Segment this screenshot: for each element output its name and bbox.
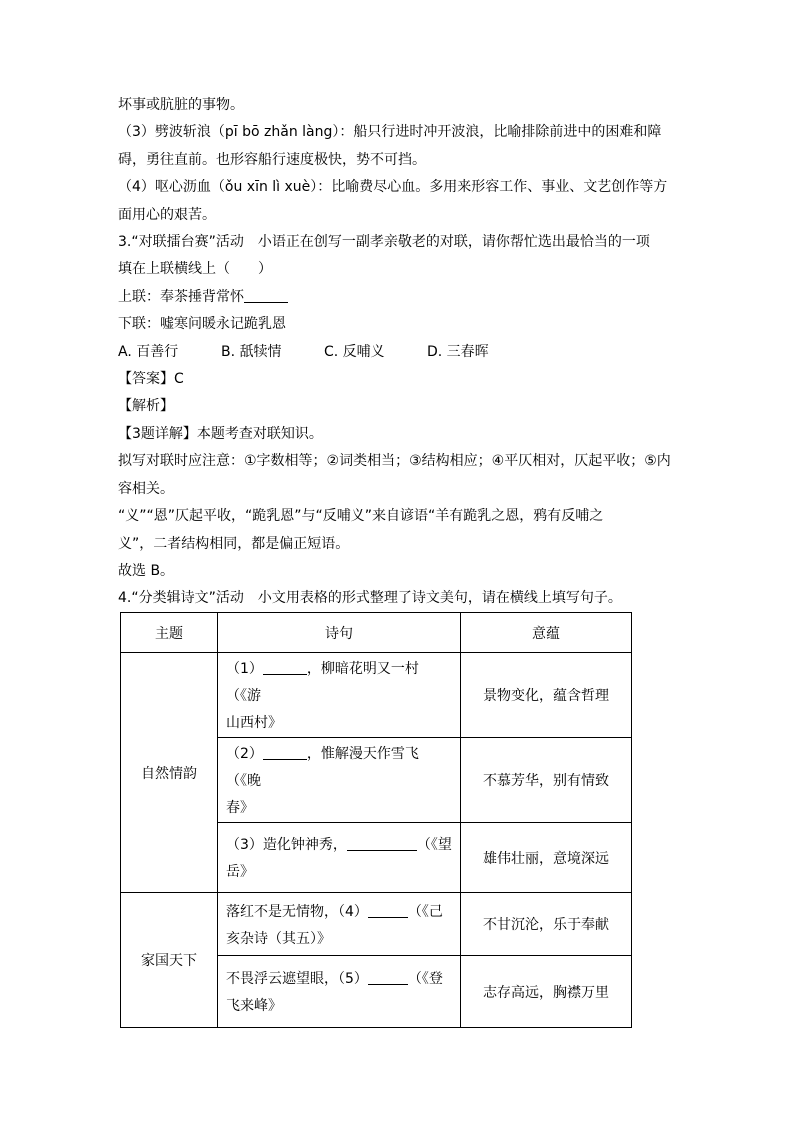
theme-cell: 自然情韵 [121, 653, 218, 893]
poem-cell: （2） ，惟解漫天作雪飞（《晚 春》 [218, 738, 461, 823]
poetry-table [120, 612, 632, 1028]
fill-blank [368, 969, 408, 985]
poem-cell: 不畏浮云遮望眼，（5） （《登 飞来峰》 [218, 956, 461, 1028]
answer: 【答案】C [118, 371, 184, 388]
text-line: “义”“恩”仄起平收，“跪乳恩”与“反哺义”来自谚语“羊有跪乳之恩，鸦有反哺之 [118, 508, 604, 525]
meaning-cell: 不慕芳华，别有情致 [461, 738, 632, 823]
poem-cell: （3）造化钟神秀， （《望 岳》 [218, 823, 461, 893]
header-poem: 诗句 [218, 613, 461, 653]
text-line: 拟写对联时应注意：①字数相等；②词类相当；③结构相应；④平仄相对，仄起平收；⑤内 [118, 453, 671, 470]
theme-cell: 家国天下 [121, 893, 218, 1028]
table-row [121, 653, 632, 738]
text-line: 面用心的艰苦。 [118, 206, 216, 223]
meaning-cell: 志存高远，胸襟万里 [461, 956, 632, 1028]
text-line: 容相关。 [118, 480, 174, 497]
couplet-upper [118, 284, 678, 311]
text-line: （4）呕心沥血（ǒu xīn lì xuè）：比喻费尽心血。多用来形容工作、事业、文艺创作等方 [118, 179, 668, 196]
document-body [118, 92, 678, 613]
poem-cell: 落红不是无情物，（4） （《己 亥杂诗（其五）》 [218, 893, 461, 956]
text-line: （3）劈波斩浪（pī bō zhǎn làng）：船只行进时冲开波浪，比喻排除前进中的困难和障 [118, 124, 662, 141]
meaning-cell: 不甘沉沦，乐于奉献 [461, 893, 632, 956]
header-theme: 主题 [121, 613, 218, 653]
question-4-title: 4.“分类辑诗文”活动 小文用表格的形式整理了诗文美句，请在横线上填写句子。 [118, 590, 622, 607]
table-row [121, 893, 632, 956]
fill-blank [368, 902, 408, 918]
question-3-title: 3.“对联擂台赛”活动 小语正在创写一副孝亲敬老的对联，请你帮忙选出最恰当的一项 [118, 234, 650, 251]
text-line: 填在上联横线上（ ） [118, 261, 272, 278]
text-line: 坏事或肮脏的事物。 [118, 97, 244, 113]
options-row [118, 339, 678, 366]
text-line: 义”，二者结构相同，都是偏正短语。 [118, 535, 350, 552]
option-a: A. 百善行 [118, 343, 179, 360]
couplet-lower: 下联：嘘寒问暖永记跪乳恩 [118, 316, 286, 333]
couplet-upper-text: 上联：奉茶捶背常怀 [118, 288, 244, 305]
header-meaning: 意蕴 [461, 613, 632, 653]
table-header-row [121, 613, 632, 653]
fill-blank [263, 744, 307, 760]
poem-cell: （1） ，柳暗花明又一村（《游 山西村》 [218, 653, 461, 738]
text-line: 【3题详解】本题考查对联知识。 [118, 425, 323, 442]
analysis-label: 【解析】 [118, 398, 174, 415]
option-b: B. 舐犊情 [221, 343, 282, 360]
fill-blank [263, 659, 307, 675]
fill-blank [347, 835, 417, 851]
meaning-cell: 雄伟壮丽，意境深远 [461, 823, 632, 893]
option-c: C. 反哺义 [324, 343, 385, 360]
option-d: D. 三春晖 [427, 343, 489, 360]
text-line: 故选 B。 [118, 562, 175, 579]
fill-blank [244, 287, 288, 303]
text-line: 碍，勇往直前。也形容船行速度极快，势不可挡。 [118, 151, 426, 168]
meaning-cell: 景物变化，蕴含哲理 [461, 653, 632, 738]
